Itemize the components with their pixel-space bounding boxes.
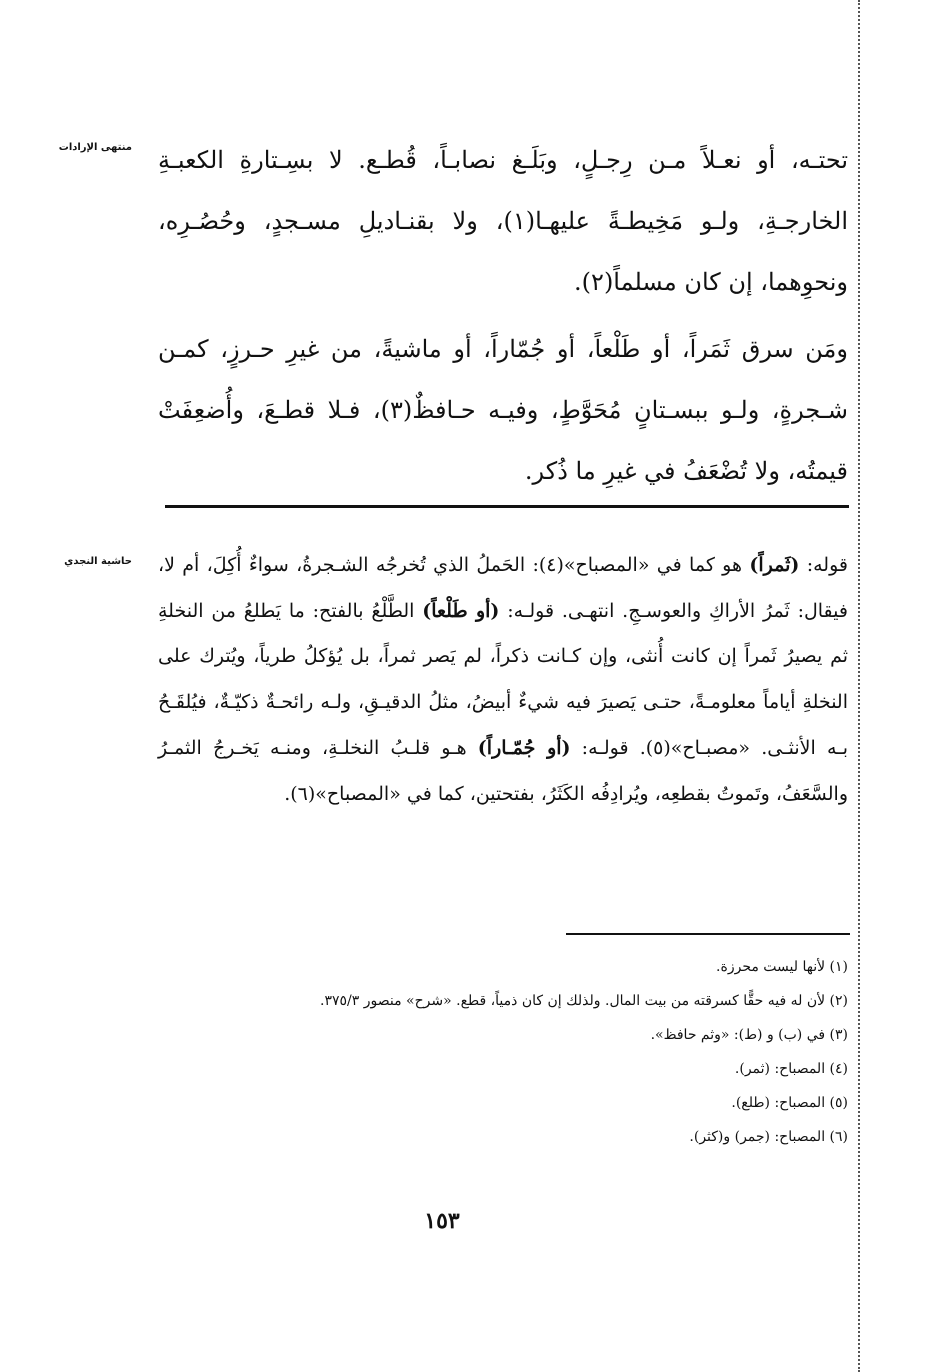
right-margin-rule [858, 0, 860, 1372]
margin-label-main: منتهى الإرادات [58, 142, 132, 153]
footnote-1: (١) لأنها ليست محرزة. [716, 959, 848, 975]
main-paragraph-1: تحتـه، أو نعـلاً مـن رِجـلٍ، وبَلَـغ نصابـاً، قُطـع. لا بسِـتارةِ الكعبـةِ الخارجـةِ، ولـو مَخِيطـةً عليهـا(١)، ولا بقنـاديلِ مسـجدٍ، وحُصُـرِه، ونحوِهما، إن كان مسلماً(٢). [158, 146, 848, 296]
footnote-3: (٣) في (ب) و (ط): «وثم حافظ». [650, 1027, 848, 1043]
commentary-paragraph [158, 543, 848, 817]
footnote-4: (٤) المصباح: (ثمر). [734, 1061, 848, 1077]
footnotes [148, 950, 848, 1154]
page-number: ١٥٣ [424, 1208, 460, 1234]
commentary-keyword: (أو طَلْعاً) [422, 599, 500, 622]
main-paragraph-2: ومَن سرق ثَمَراً، أو طَلْعاً، أو جُمّاراً، أو ماشيةً، من غيرِ حـرزٍ، كمـن شـجرةٍ، ولـو ببسـتانٍ مُحَوَّطٍ، وفيـه حـافظٌ(٣)، فـلا قطـعَ، وأُضعِفَتْ قيمتُه، ولا تُضْعَفُ في غيرِ ما ذُكر. [158, 335, 848, 485]
commentary-text [158, 543, 848, 817]
footnote-2: (٢) لأن له فيه حقًّا كسرقته من بيت المال. ولذلك إن كان ذمياً، قطع. «شرح» منصور ٣٧٥/٣. [320, 993, 848, 1009]
commentary-segment: قوله: [799, 554, 848, 576]
footnote-rule [566, 933, 850, 935]
commentary-keyword: (ثَمراً) [749, 554, 800, 576]
commentary-segment: الطَّلْعُ بالفتح: ما يَطلعُ من النخلةِ ثم يصيرُ ثَمراً إن كانت أُنثى، وإن كـانت ذكراً، لم يَصر ثمراً، بل يُؤكلُ طرياً، ويُترك على النخلةِ أياماً معلومـةً، حتـى يَصيرَ فيه شيءٌ أبيضُ، مثلُ الدقيـقِ، ولـه رائحـةٌ ذكيّـةٌ، فيُلقَـحُ بـه الأنثـى. «مصبـاح»(٥). قولـه: [158, 599, 848, 759]
section-divider [165, 505, 849, 508]
margin-label-commentary: حاشية النجدي [64, 556, 132, 567]
commentary-keyword: (أو جُمّـاراً) [477, 736, 571, 759]
footnote-6: (٦) المصباح: (جمر) و(كثر). [689, 1129, 848, 1145]
commentary-segment: هو كما في «المصباح»(٤): الحَملُ الذي تُخرجُه الشـجرةُ، سواءٌ أُكِلَ، أم لا، فيقال: ثَمرُ الأراكِ والعوسـجِ. انتهـى. قولـه: [158, 554, 848, 622]
footnote-5: (٥) المصباح: (طلع). [731, 1095, 848, 1111]
main-text [158, 130, 848, 502]
commentary-segment: هـو قلـبُ النخلـةِ، ومنـه يَخـرجُ الثمـرُ والسَّعَفُ، وتَموتُ بقطعِه، ويُرادِفُه الكَثَرُ، بفتحتين، كما في «المصباح»(٦). [158, 736, 848, 805]
